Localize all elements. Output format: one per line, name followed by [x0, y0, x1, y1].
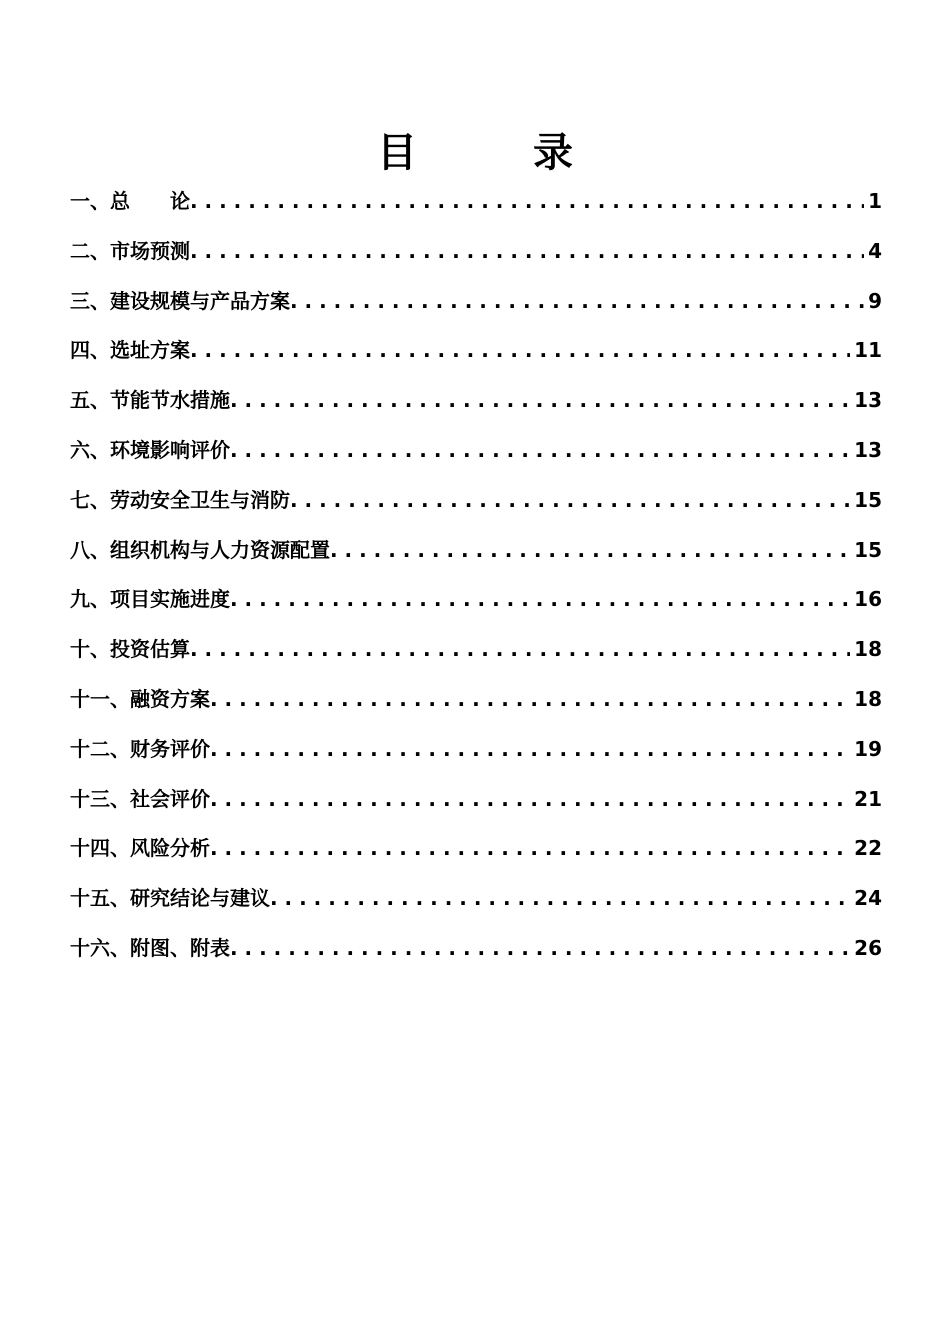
toc-entry[interactable]: [70, 681, 882, 731]
toc-dot-leader: [210, 830, 850, 866]
toc-entry[interactable]: [70, 482, 882, 532]
toc-dot-leader: [210, 681, 850, 717]
toc-dot-leader: [190, 233, 864, 269]
toc-dot-leader: [230, 432, 850, 468]
toc-entry[interactable]: [70, 183, 882, 233]
toc-entry-label: 六、环境影响评价: [70, 437, 230, 462]
toc-entry[interactable]: [70, 283, 882, 333]
toc-dot-leader: [190, 631, 850, 667]
toc-entry[interactable]: [70, 233, 882, 283]
toc-dot-leader: [230, 382, 850, 418]
toc-entry-page: 15: [854, 487, 882, 512]
toc-entry[interactable]: [70, 731, 882, 781]
toc-entry-label: 八、组织机构与人力资源配置: [70, 537, 330, 562]
toc-entry-page: 19: [854, 736, 882, 761]
toc-entry-label: 十一、融资方案: [70, 686, 210, 711]
toc-entry-page: 13: [854, 388, 882, 413]
toc-entry-label: 十三、社会评价: [70, 786, 210, 811]
toc-entry[interactable]: [70, 332, 882, 382]
toc-entry-page: 1: [868, 189, 882, 213]
toc-list: [70, 183, 882, 980]
toc-dot-leader: [330, 532, 850, 568]
toc-dot-leader: [230, 581, 850, 617]
toc-dot-leader: [270, 880, 850, 916]
toc-entry[interactable]: [70, 532, 882, 582]
toc-entry-label: 三、建设规模与产品方案: [70, 288, 290, 313]
toc-entry-page: 21: [854, 786, 882, 811]
toc-dot-leader: [210, 731, 850, 767]
toc-entry-page: 26: [854, 935, 882, 960]
toc-entry[interactable]: [70, 930, 882, 980]
toc-entry-page: 24: [854, 886, 882, 911]
toc-entry[interactable]: [70, 432, 882, 482]
toc-entry-label: 十二、财务评价: [70, 736, 210, 761]
toc-entry-page: 13: [854, 437, 882, 462]
toc-dot-leader: [290, 283, 864, 319]
toc-entry[interactable]: [70, 382, 882, 432]
toc-entry-label: 四、选址方案: [70, 338, 190, 363]
toc-entry-label: 五、节能节水措施: [70, 388, 230, 413]
toc-entry[interactable]: [70, 830, 882, 880]
toc-dot-leader: [190, 332, 850, 368]
toc-entry-label: 九、项目实施进度: [70, 587, 230, 612]
toc-entry-page: 9: [868, 288, 882, 313]
toc-dot-leader: [290, 482, 850, 518]
toc-entry-label: 二、市场预测: [70, 238, 190, 263]
toc-entry-label: 十四、风险分析: [70, 836, 210, 861]
toc-entry-page: 4: [868, 238, 882, 263]
toc-entry-label: 十、投资估算: [70, 637, 190, 662]
toc-entry[interactable]: [70, 631, 882, 681]
toc-dot-leader: [210, 781, 850, 817]
toc-entry-label: 十五、研究结论与建议: [70, 886, 270, 911]
toc-entry-page: 18: [854, 637, 882, 662]
toc-entry-page: 11: [854, 338, 882, 363]
toc-entry-label: 十六、附图、附表: [70, 935, 230, 960]
toc-entry-page: 18: [854, 686, 882, 711]
toc-entry-page: 15: [854, 537, 882, 562]
toc-entry[interactable]: [70, 880, 882, 930]
toc-entry[interactable]: [70, 781, 882, 831]
toc-dot-leader: [230, 930, 850, 966]
toc-entry-page: 16: [854, 587, 882, 612]
toc-entry[interactable]: [70, 581, 882, 631]
toc-entry-page: 22: [854, 836, 882, 861]
toc-title: 目 录: [377, 130, 611, 176]
toc-entry-label: 一、总 论: [70, 189, 190, 213]
toc-entry-label: 七、劳动安全卫生与消防: [70, 487, 290, 512]
toc-dot-leader: [190, 183, 864, 219]
